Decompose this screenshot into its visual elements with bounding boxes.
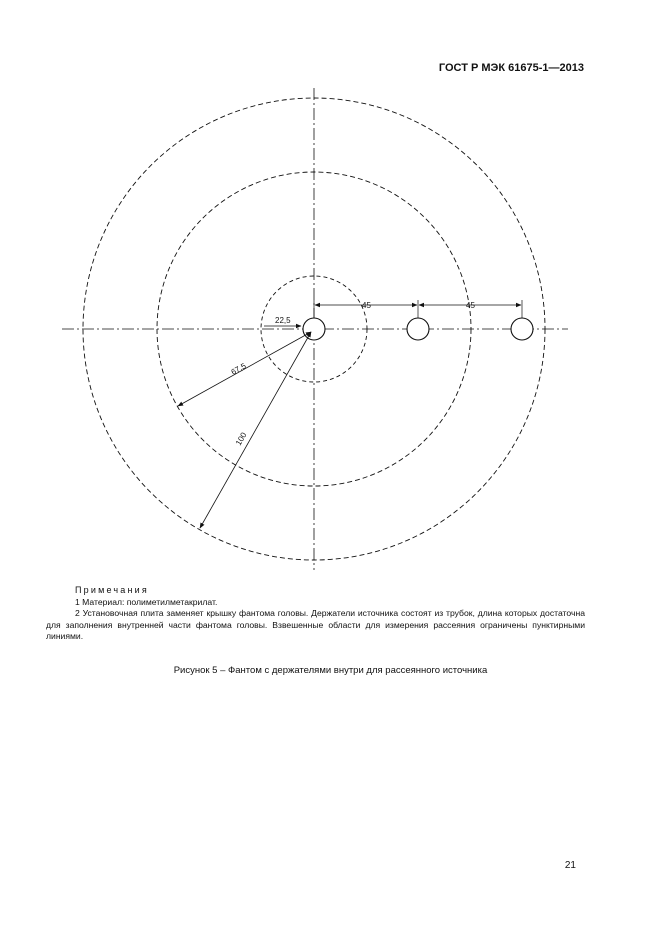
source-holder-middle [407, 318, 429, 340]
page-number: 21 [564, 860, 576, 871]
dim-label-spacing-1: 45 [362, 301, 371, 310]
note-item-1: 1 Материал: полиметилметакрилат. [75, 596, 218, 607]
dim-label-inner-radius: 22,5 [275, 316, 291, 325]
notes-title: Примечания [75, 585, 149, 595]
dim-label-middle-radius: 67,5 [229, 361, 248, 377]
dim-label-outer-radius: 100 [233, 430, 249, 447]
standard-header: ГОСТ Р МЭК 61675-1—2013 [438, 62, 584, 74]
figure-caption: Рисунок 5 – Фантом с держателями внутри для рассеянного источника [173, 665, 488, 676]
source-holder-outer [511, 318, 533, 340]
note-item-2: 2 Установочная плита заменяет крышку фантома головы. Держатели источника состоят из трубок, длина которых достаточна для заполнения внутренней части фантома головы. Взвешенные области для измерения рассеяния ограничены пунктирными линиями. [46, 608, 585, 641]
source-holder-center [303, 318, 325, 340]
dim-line-outer-radius [200, 332, 311, 528]
dim-label-spacing-2: 45 [466, 301, 475, 310]
notes-block [46, 585, 585, 643]
